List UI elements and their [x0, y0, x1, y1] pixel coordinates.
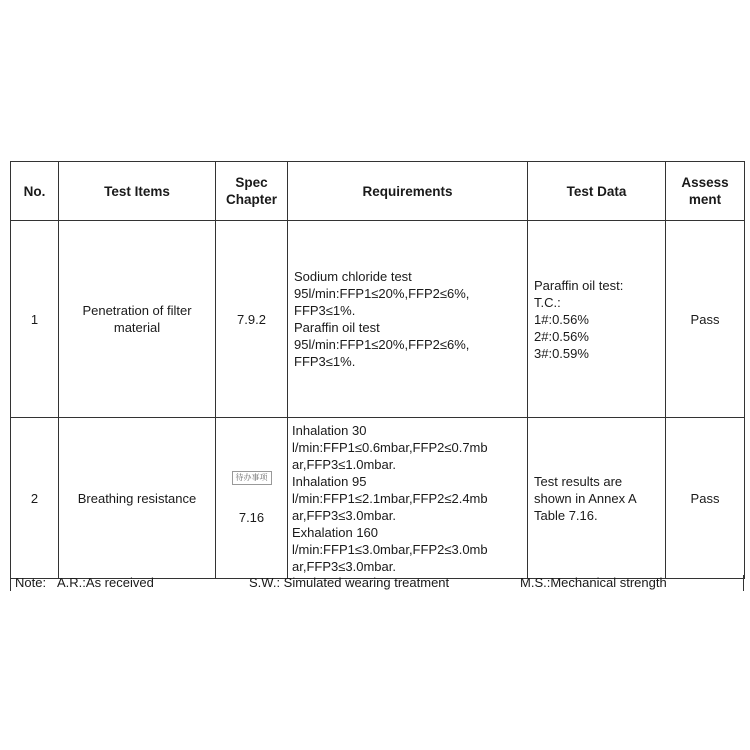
test-data-line: Table 7.16.: [534, 507, 598, 523]
note-simulated-wearing: S.W.: Simulated wearing treatment: [249, 575, 450, 590]
requirement-line: ar,FFP3≤1.0mbar.: [292, 456, 396, 472]
row-assessment: Pass: [666, 418, 745, 579]
table-note: [10, 575, 744, 591]
requirement-line: FFP3≤1%.: [294, 303, 356, 318]
requirement-line: l/min:FFP1≤3.0mbar,FFP2≤3.0mb: [292, 541, 488, 557]
requirement-line: Exhalation 160: [292, 524, 379, 540]
requirement-line: ar,FFP3≤3.0mbar.: [292, 507, 396, 523]
test-results-table: [10, 161, 745, 579]
table-row: [11, 418, 745, 579]
requirement-line: FFP3≤1%.: [294, 354, 356, 369]
row-requirements: [288, 418, 528, 579]
requirement-line: Inhalation 95: [292, 473, 367, 489]
row-test-item: Breathing resistance: [59, 418, 216, 579]
test-data-line: Paraffin oil test:: [534, 277, 624, 293]
header-assess-line1: Assess: [681, 175, 729, 190]
test-report-document: [10, 161, 744, 591]
requirement-line: 95l/min:FFP1≤20%,FFP2≤6%,: [294, 337, 470, 352]
row-test-data: [528, 418, 666, 579]
table-row: [11, 221, 745, 418]
header-requirements: Requirements: [288, 162, 528, 221]
header-test-data: Test Data: [528, 162, 666, 221]
todo-stamp: 待办事项: [232, 471, 272, 485]
requirement-line: Inhalation 30: [292, 422, 367, 438]
row-test-item: Penetration of filter material: [59, 221, 216, 418]
row-no: 1: [11, 221, 59, 418]
row-test-data: [528, 221, 666, 418]
requirement-line: 95l/min:FFP1≤20%,FFP2≤6%,: [294, 286, 470, 301]
note-mechanical-strength: M.S.:Mechanical strength: [520, 575, 667, 590]
test-data-line: 2#:0.56%: [534, 328, 589, 344]
header-test-items: Test Items: [59, 162, 216, 221]
requirement-line: ar,FFP3≤3.0mbar.: [292, 558, 396, 574]
requirement-line: l/min:FFP1≤0.6mbar,FFP2≤0.7mb: [292, 439, 488, 455]
row-spec-value: 7.16: [238, 509, 265, 525]
test-data-line: T.C.:: [534, 294, 561, 310]
header-no: No.: [11, 162, 59, 221]
requirement-line: l/min:FFP1≤2.1mbar,FFP2≤2.4mb: [292, 490, 488, 506]
row-spec-chapter: 7.9.2: [216, 221, 288, 418]
test-data-line: 3#:0.59%: [534, 345, 589, 361]
row-requirements: [288, 221, 528, 418]
requirement-line: Sodium chloride test: [294, 269, 412, 284]
note-as-received: A.R.:As received: [57, 575, 154, 590]
header-assessment: [666, 162, 745, 221]
header-spec-line2: Chapter: [225, 192, 277, 207]
row-spec-chapter: [216, 418, 288, 579]
test-data-line: 1#:0.56%: [534, 311, 589, 327]
header-spec-line1: Spec: [235, 175, 268, 190]
table-header-row: [11, 162, 745, 221]
header-spec-chapter: [216, 162, 288, 221]
row-no: 2: [11, 418, 59, 579]
header-assess-line2: ment: [688, 192, 722, 207]
test-data-line: shown in Annex A: [534, 490, 637, 506]
test-data-line: Test results are: [534, 473, 623, 489]
row-assessment: Pass: [666, 221, 745, 418]
requirement-line: Paraffin oil test: [294, 320, 380, 335]
note-label: Note:: [15, 575, 47, 590]
